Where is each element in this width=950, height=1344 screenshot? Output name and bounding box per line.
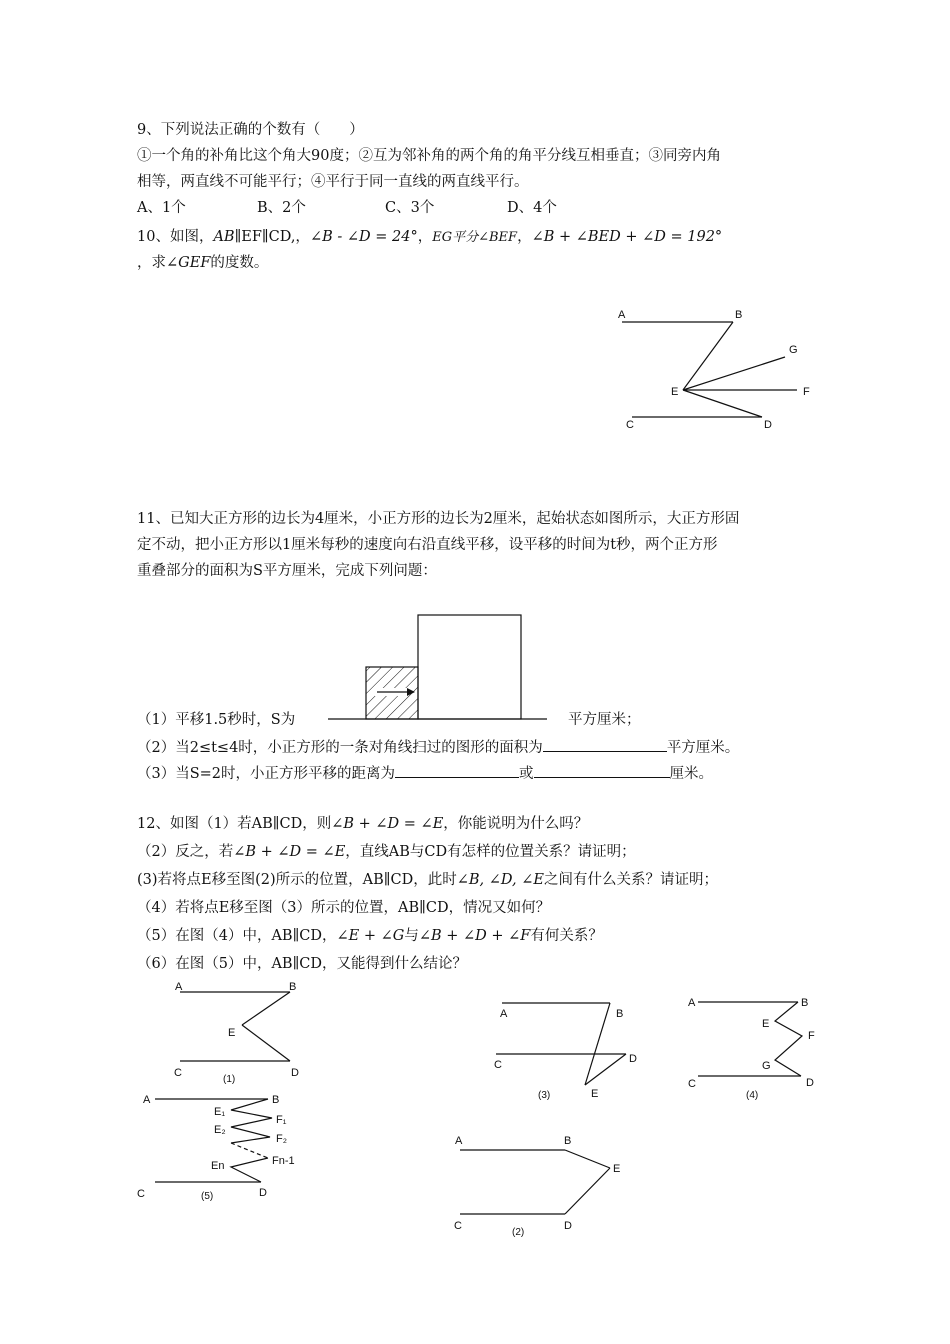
q10-angle-gef: ∠GEF (166, 255, 211, 271)
fig4-caption: (4) (746, 1090, 759, 1101)
q9-option-d: D、4个 (507, 200, 557, 216)
fig2-label-a: A (455, 1135, 463, 1147)
q9-stem: 9、下列说法正确的个数有（ ） (137, 122, 364, 138)
q10-ask (137, 254, 268, 272)
q12-l5-post: 有何关系？ (530, 928, 603, 944)
q12-l3-pre: (3)若将点E移至图(2)所示的位置，AB∥CD，此时 (137, 872, 457, 888)
q10-line-be (683, 322, 733, 390)
q12-line5 (137, 927, 603, 945)
fig5-label-c: C (137, 1188, 145, 1200)
fig4-label-a: A (688, 997, 696, 1009)
fig2-label-e: E (613, 1163, 621, 1175)
q11-sub1-pre: （1）平移1.5秒时，S为 (137, 712, 296, 728)
q11-sub2-blank[interactable] (543, 737, 667, 752)
q10-ray-eg (683, 357, 785, 390)
q12-l2-math: ∠B + ∠D = ∠E (233, 844, 346, 860)
q10-label-f: F (803, 386, 810, 398)
q10-label-d: D (764, 419, 772, 431)
q12-line2 (137, 843, 636, 861)
fig1-label-a: A (175, 981, 183, 993)
q12-line4: （4）若将点E移至图（3）所示的位置，AB∥CD，情况又如何？ (137, 900, 551, 916)
q10-ask-pre: ，求 (137, 255, 166, 271)
fig1-label-b: B (289, 981, 297, 993)
fig2-label-d: D (564, 1220, 572, 1232)
q10-parallel: AB∥ (213, 229, 242, 245)
fig5-label-en: En (211, 1160, 225, 1172)
fig5-label-e1: E₁ (214, 1106, 226, 1118)
fig3-label-c: C (494, 1059, 502, 1071)
q10-sep1: ， (417, 229, 433, 245)
q12-l5-pre: （5）在图（4）中，AB∥CD， (137, 928, 337, 944)
q12-l3-math: ∠B, ∠D, ∠E (456, 872, 544, 888)
q10-angle-sum: ∠B + ∠BED + ∠D = 192° (531, 229, 723, 245)
q10-ef-cd: EF∥CD,， (241, 229, 310, 245)
q9-body-line2: 相等，两直线不可能平行；④平行于同一直线的两直线平行。 (137, 174, 529, 190)
fig5-label-b: B (272, 1094, 280, 1106)
q12-figure-3 (488, 995, 648, 1110)
q12-figure-4 (684, 992, 829, 1107)
fig1-label-c: C (174, 1067, 182, 1079)
q12-line6: （6）在图（5）中，AB∥CD，又能得到什么结论？ (137, 956, 467, 972)
q10-line-ed (683, 390, 762, 417)
q9-body-line1: ①一个角的补角比这个角大90度；②互为邻补角的两个角的角平分线互相垂直；③同旁内角 (137, 148, 721, 164)
q11-sub3-blank2[interactable] (534, 763, 670, 778)
q10-stem (137, 228, 722, 247)
q9-option-c: C、3个 (385, 200, 435, 216)
q10-label-e: E (671, 386, 679, 398)
q10-label-g: G (789, 344, 798, 356)
fig4-label-b: B (801, 997, 809, 1009)
q11-sub2-post: 平方厘米。 (666, 740, 740, 756)
fig4-label-c: C (688, 1078, 696, 1090)
fig4-label-d: D (806, 1077, 814, 1089)
fig5-label-a: A (143, 1094, 151, 1106)
q11-sub2 (137, 737, 739, 757)
fig2-caption: (2) (512, 1227, 525, 1238)
q11-line3: 重叠部分的面积为S平方厘米，完成下列问题： (137, 563, 437, 579)
q12-l2-post: ，直线AB与CD有怎样的位置关系？请证明； (345, 844, 636, 860)
fig4-label-e: E (762, 1018, 770, 1030)
fig3-label-b: B (616, 1008, 624, 1020)
q11-sub2-pre: （2）当2≤t≤4时，小正方形的一条对角线扫过的图形的面积为 (137, 740, 543, 756)
q11-sub3-mid: 或 (519, 766, 534, 782)
q11-large-square (418, 615, 521, 719)
fig3-label-d: D (629, 1053, 637, 1065)
q10-bisector: EG平分∠BEF (432, 230, 518, 245)
fig5-label-f1: F₁ (276, 1114, 287, 1126)
q11-sub1-post: 平方厘米； (568, 712, 641, 728)
fig3-label-a: A (500, 1008, 508, 1020)
q9-option-b: B、2个 (257, 200, 306, 216)
q12-line1 (137, 815, 588, 833)
q12-l2-pre: （2）反之，若 (137, 844, 234, 860)
q12-l5-math2: ∠B + ∠D + ∠F (418, 928, 531, 944)
q12-l5-math1: ∠E + ∠G (336, 928, 405, 944)
q12-l3-post: 之间有什么关系？请证明； (543, 872, 718, 888)
q10-intro: 10、如图， (137, 229, 214, 245)
q10-label-c: C (626, 419, 634, 431)
q12-figure-2 (448, 1128, 638, 1243)
fig5-label-f2: F₂ (276, 1133, 287, 1145)
q12-figure-5 (135, 1085, 305, 1205)
fig5-label-e2: E₂ (214, 1124, 226, 1136)
q12-l1-pre: 12、如图（1）若AB∥CD，则 (137, 816, 332, 832)
q11-sub3-blank1[interactable] (395, 763, 519, 778)
q12-l5-mid: 与 (404, 928, 419, 944)
fig4-label-f: F (808, 1030, 815, 1042)
q11-line2: 定不动，把小正方形以1厘米每秒的速度向右沿直线平移，设平移的时间为t秒，两个正方形 (137, 537, 718, 553)
q12-line3 (137, 871, 718, 889)
q9-options (137, 199, 837, 217)
q11-sub3-post: 厘米。 (669, 766, 714, 782)
q11-figure (325, 610, 555, 725)
q10-label-b: B (735, 309, 743, 321)
q10-sep2: ， (517, 229, 532, 245)
fig5-caption: (5) (201, 1191, 214, 1202)
fig1-label-e: E (228, 1027, 236, 1039)
q12-figure-1 (165, 980, 325, 1090)
q12-l1-math: ∠B + ∠D = ∠E (331, 816, 444, 832)
q10-angle-diff: ∠B - ∠D = 24° (309, 229, 418, 245)
q10-figure (600, 300, 830, 440)
fig3-caption: (3) (538, 1090, 551, 1101)
fig3-label-e: E (591, 1088, 599, 1100)
q11-sub3 (137, 763, 713, 783)
fig1-label-d: D (291, 1067, 299, 1079)
fig4-label-g: G (762, 1060, 771, 1072)
q12-l1-post: ，你能说明为什么吗？ (443, 816, 589, 832)
fig1-caption: (1) (223, 1074, 236, 1085)
fig5-label-fn1: Fn-1 (272, 1155, 295, 1167)
q9-option-a: A、1个 (137, 200, 186, 216)
fig5-label-d: D (259, 1187, 267, 1199)
q11-line1: 11、已知大正方形的边长为4厘米，小正方形的边长为2厘米，起始状态如图所示，大正方形固 (137, 511, 740, 527)
fig2-label-c: C (454, 1220, 462, 1232)
q11-arrow-icon (375, 688, 415, 696)
q11-sub3-pre: （3）当S=2时，小正方形平移的距离为 (137, 766, 396, 782)
q10-ask-post: 的度数。 (210, 255, 269, 271)
fig2-label-b: B (564, 1135, 572, 1147)
q10-label-a: A (618, 309, 626, 321)
